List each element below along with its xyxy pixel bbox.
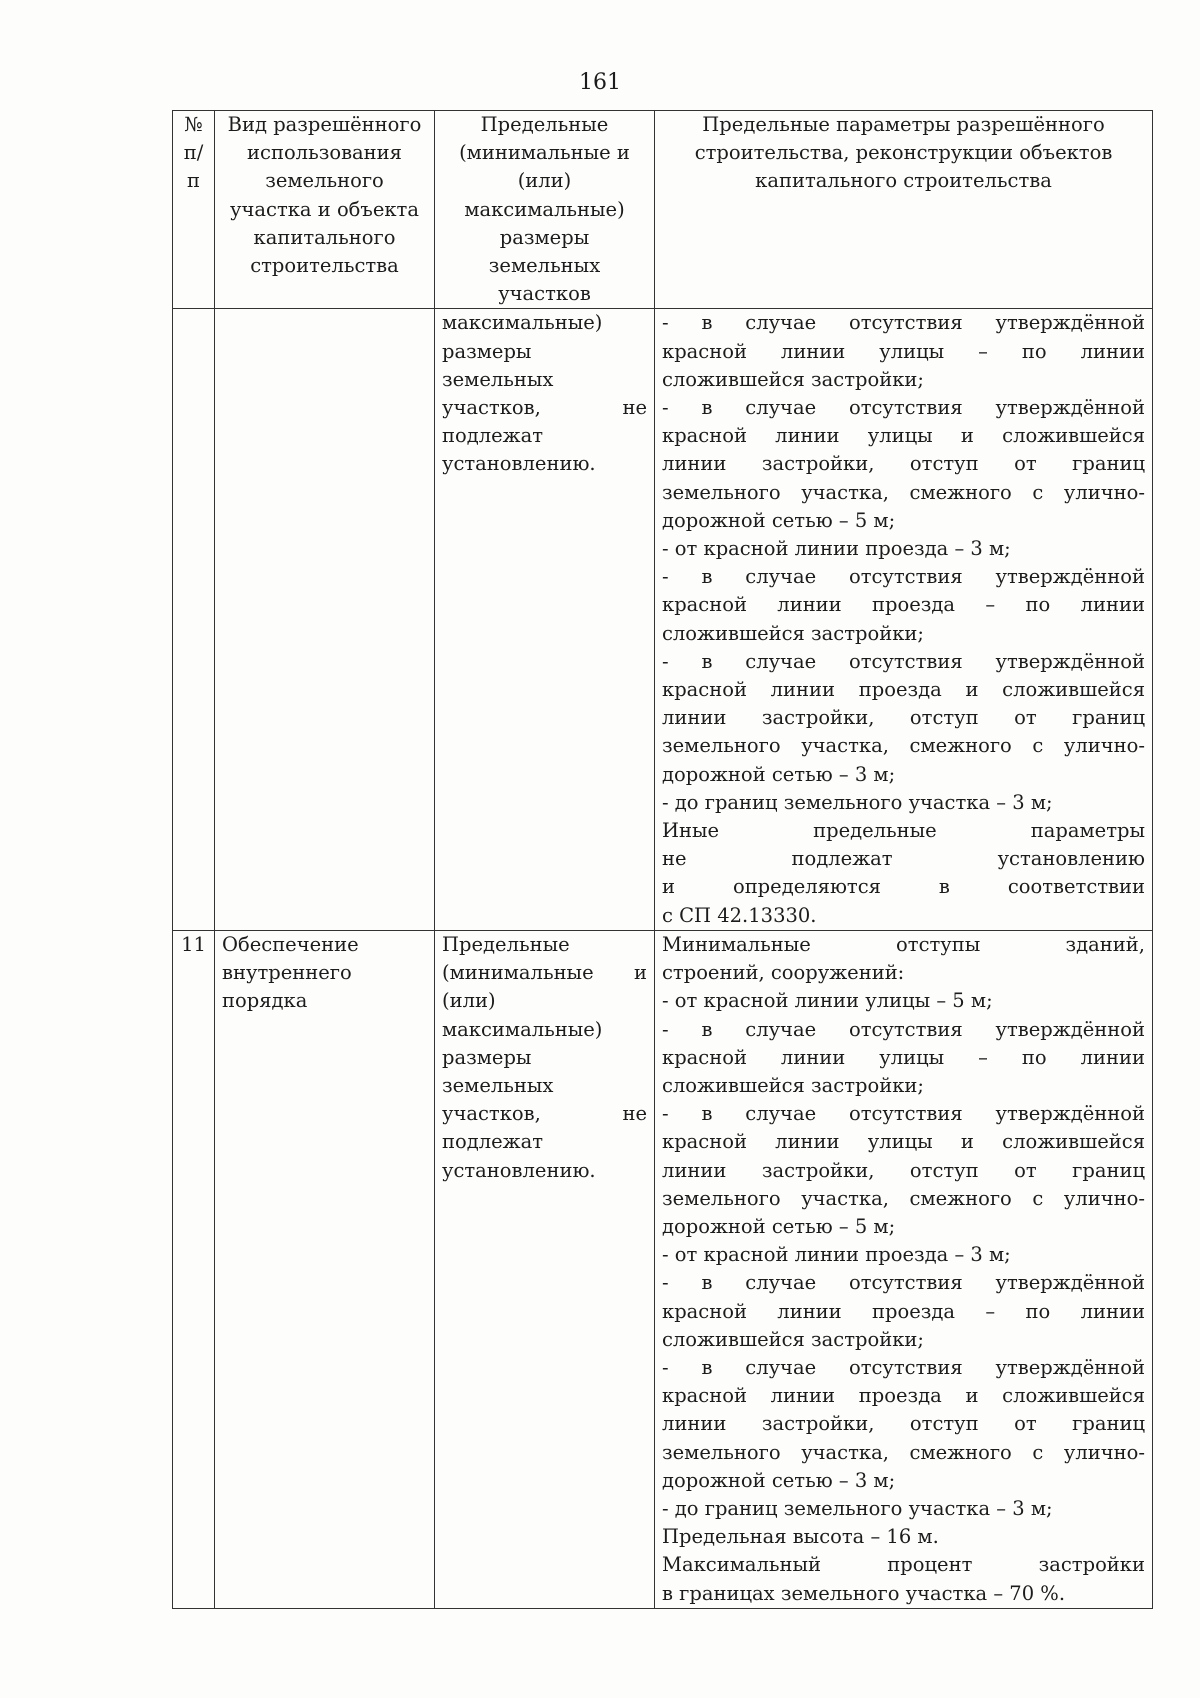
text-line: сложившейся застройки; <box>662 1073 924 1097</box>
text-line: - от красной линии проезда – 3 м; <box>662 1243 1011 1267</box>
text-line: красной линии проезда – по линии <box>662 1299 1145 1323</box>
text-line: подлежат <box>442 1130 544 1154</box>
text-line: с СП 42.13330. <box>662 903 817 927</box>
header-construction-parameters: Предельные параметры разрешённого строительства, реконструкции объектов капитального строительства <box>655 111 1153 309</box>
text-line: - до границ земельного участка – 3 м; <box>662 1496 1053 1520</box>
cell-plot-sizes <box>435 309 655 930</box>
text-line: установлению. <box>442 1158 596 1182</box>
text-line: земельного участка, смежного с улично- <box>662 734 1145 758</box>
text-line: дорожной сетью – 5 м; <box>662 1214 896 1238</box>
cell-plot-sizes <box>435 930 655 1608</box>
text-line: не подлежат установлению <box>662 847 1145 871</box>
text-line: красной линии проезда и сложившейся <box>662 1384 1145 1408</box>
text-line: - от красной линии улицы – 5 м; <box>662 989 993 1013</box>
text-line: дорожной сетью – 3 м; <box>662 762 896 786</box>
text-line: установлению. <box>442 452 596 476</box>
zoning-parameters-table <box>172 110 1153 1609</box>
text-line: - до границ земельного участка – 3 м; <box>662 790 1053 814</box>
text-line: - в случае отсутствия утверждённой <box>662 1102 1145 1126</box>
text-line: сложившейся застройки; <box>662 1327 924 1351</box>
cell-text-block <box>662 931 1145 1608</box>
cell-number <box>173 309 215 930</box>
text-line: Минимальные отступы зданий, <box>662 932 1145 956</box>
cell-text-block <box>222 931 427 1016</box>
text-line: максимальные) <box>442 1017 603 1041</box>
text-line: красной линии улицы – по линии <box>662 1045 1145 1069</box>
cell-permitted-use <box>215 309 435 930</box>
header-plot-sizes: Предельные (минимальные и (или) максимальные) размеры земельных участков <box>435 111 655 309</box>
text-line: красной линии улицы и сложившейся <box>662 424 1145 448</box>
text-line: земельного участка, смежного с улично- <box>662 1440 1145 1464</box>
text-line: Предельная высота – 16 м. <box>662 1525 939 1549</box>
text-line: красной линии проезда – по линии <box>662 593 1145 617</box>
text-line: Предельные <box>442 932 570 956</box>
text-line: размеры земельных <box>442 1045 554 1097</box>
text-line: - в случае отсутствия утверждённой <box>662 565 1145 589</box>
text-line: размеры земельных <box>442 339 554 391</box>
text-line: красной линии проезда и сложившейся <box>662 678 1145 702</box>
cell-number: 11 <box>173 930 215 1608</box>
text-line: участков, не <box>442 1102 647 1126</box>
text-line: внутреннего <box>222 961 352 985</box>
header-number: № п/п <box>173 111 215 309</box>
text-line: линии застройки, отступ от границ <box>662 1158 1145 1182</box>
text-line: - в случае отсутствия утверждённой <box>662 1017 1145 1041</box>
text-line: красной линии улицы и сложившейся <box>662 1130 1145 1154</box>
text-line: земельного участка, смежного с улично- <box>662 1186 1145 1210</box>
text-line: - от красной линии проезда – 3 м; <box>662 537 1011 561</box>
text-line: порядка <box>222 989 308 1013</box>
text-line: подлежат <box>442 424 544 448</box>
text-line: строений, сооружений: <box>662 961 905 985</box>
table-row <box>173 930 1153 1608</box>
cell-construction-parameters <box>655 309 1153 930</box>
text-line: - в случае отсутствия утверждённой <box>662 649 1145 673</box>
text-line: Обеспечение <box>222 932 359 956</box>
text-line: линии застройки, отступ от границ <box>662 706 1145 730</box>
cell-text-block <box>442 931 647 1185</box>
text-line: - в случае отсутствия утверждённой <box>662 396 1145 420</box>
text-line: линии застройки, отступ от границ <box>662 452 1145 476</box>
text-line: и определяются в соответствии <box>662 875 1145 899</box>
text-line: дорожной сетью – 5 м; <box>662 508 896 532</box>
cell-text-block <box>662 309 1145 929</box>
table-header-row <box>173 111 1153 309</box>
header-permitted-use: Вид разрешённого использования земельного участка и объекта капитального строительства <box>215 111 435 309</box>
text-line: земельного участка, смежного с улично- <box>662 480 1145 504</box>
cell-construction-parameters <box>655 930 1153 1608</box>
text-line: (или) <box>442 989 496 1013</box>
page-number: 161 <box>579 70 621 95</box>
table-row <box>173 309 1153 930</box>
text-line: сложившейся застройки; <box>662 367 924 391</box>
text-line: - в случае отсутствия утверждённой <box>662 1355 1145 1379</box>
text-line: - в случае отсутствия утверждённой <box>662 1271 1145 1295</box>
text-line: линии застройки, отступ от границ <box>662 1412 1145 1436</box>
text-line: сложившейся застройки; <box>662 621 924 645</box>
text-line: максимальные) <box>442 311 603 335</box>
text-line: - в случае отсутствия утверждённой <box>662 311 1145 335</box>
cell-permitted-use <box>215 930 435 1608</box>
cell-text-block <box>442 309 647 478</box>
text-line: дорожной сетью – 3 м; <box>662 1468 896 1492</box>
text-line: красной линии улицы – по линии <box>662 339 1145 363</box>
text-line: в границах земельного участка – 70 %. <box>662 1581 1066 1605</box>
text-line: Иные предельные параметры <box>662 819 1145 843</box>
text-line: участков, не <box>442 396 647 420</box>
text-line: (минимальные и <box>442 961 647 985</box>
text-line: Максимальный процент застройки <box>662 1553 1145 1577</box>
